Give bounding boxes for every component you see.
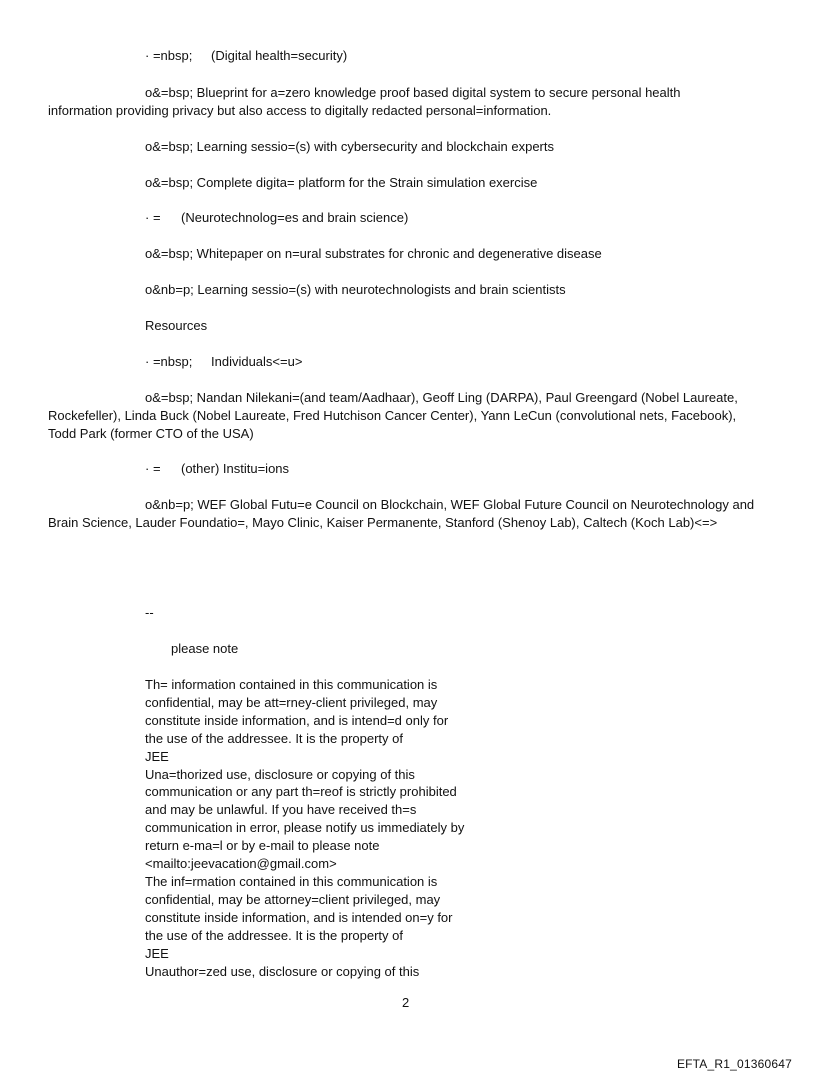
notice-line: the use of the addressee. It is the property of xyxy=(145,927,403,943)
notice-line: Unauthor=zed use, disclosure or copying of this xyxy=(145,963,420,979)
notice-line: return e-ma=l or by e-mail to please note xyxy=(145,838,380,854)
list-item-learning-neuro: o&nb=p; Learning sessio=(s) with neurotechnologists and brain scientists xyxy=(145,282,566,297)
list-item-institutions: o&nb=p; WEF Global Futu=e Council on Blockchain, WEF Global Future Council on Neurotechnology and xyxy=(145,497,755,512)
notice-line: JEE xyxy=(145,945,169,961)
confidentiality-notice xyxy=(145,676,505,980)
resources-heading: Resources xyxy=(145,318,208,333)
notice-email-link[interactable]: <mailto:jeevacation@gmail.com> xyxy=(145,856,337,872)
list-item-whitepaper: o&=bsp; Whitepaper on n=ural substrates for chronic and degenerative disease xyxy=(145,246,602,261)
list-item-blueprint: o&=bsp; Blueprint for a=zero knowledge proof based digital system to secure personal health xyxy=(145,85,681,100)
bates-number: EFTA_R1_01360647 xyxy=(676,1057,792,1071)
bullet-marker: · = xyxy=(145,461,161,476)
list-item-individuals: o&=bsp; Nandan Nilekani=(and team/Aadhaar), Geoff Ling (DARPA), Paul Greengard (Nobel Laureate, xyxy=(145,390,738,405)
list-item-institutions-cont: Brain Science, Lauder Foundatio=, Mayo Clinic, Kaiser Permanente, Stanford (Shenoy Lab), Caltech (Koch Lab)<=> xyxy=(48,515,718,530)
notice-line: constitute inside information, and is intended on=y for xyxy=(145,909,453,925)
notice-line: and may be unlawful. If you have received th=s xyxy=(145,802,417,818)
notice-line: confidential, may be att=rney-client privileged, may xyxy=(145,694,438,710)
notice-line: The inf=rmation contained in this communication is xyxy=(145,873,438,889)
notice-line: the use of the addressee. It is the property of xyxy=(145,730,403,746)
bullet-marker: · = xyxy=(145,210,161,225)
section-heading-individuals: Individuals<=u> xyxy=(211,354,303,369)
page-number: 2 xyxy=(402,995,410,1010)
notice-line: confidential, may be attorney=client privileged, may xyxy=(145,891,441,907)
signature-note-heading: please note xyxy=(171,641,239,656)
notice-line: constitute inside information, and is intend=d only for xyxy=(145,712,449,728)
notice-line: Una=thorized use, disclosure or copying of this xyxy=(145,766,415,782)
section-heading-digital-health: (Digital health=security) xyxy=(211,48,348,63)
notice-line: JEE xyxy=(145,748,169,764)
bullet-marker: · =nbsp; xyxy=(145,48,193,63)
section-heading-neurotech: (Neurotechnolog=es and brain science) xyxy=(181,210,409,225)
list-item-individuals-cont: Rockefeller), Linda Buck (Nobel Laureate, Fred Hutchison Cancer Center), Yann LeCun (convolutional nets, Facebook), xyxy=(48,408,737,423)
notice-line: communication in error, please notify us immediately by xyxy=(145,820,465,836)
bullet-marker: · =nbsp; xyxy=(145,354,193,369)
section-heading-institutions: (other) Institu=ions xyxy=(181,461,290,476)
list-item-individuals-cont: Todd Park (former CTO of the USA) xyxy=(48,426,254,441)
list-item-digital-platform: o&=bsp; Complete digita= platform for the Strain simulation exercise xyxy=(145,175,538,190)
signature-separator: -- xyxy=(145,605,154,620)
list-item-learning-cyber: o&=bsp; Learning sessio=(s) with cybersecurity and blockchain experts xyxy=(145,139,554,154)
list-item-blueprint-cont: information providing privacy but also access to digitally redacted personal=information. xyxy=(48,103,552,118)
notice-line: Th= information contained in this communication is xyxy=(145,677,438,692)
notice-line: communication or any part th=reof is strictly prohibited xyxy=(145,784,457,800)
